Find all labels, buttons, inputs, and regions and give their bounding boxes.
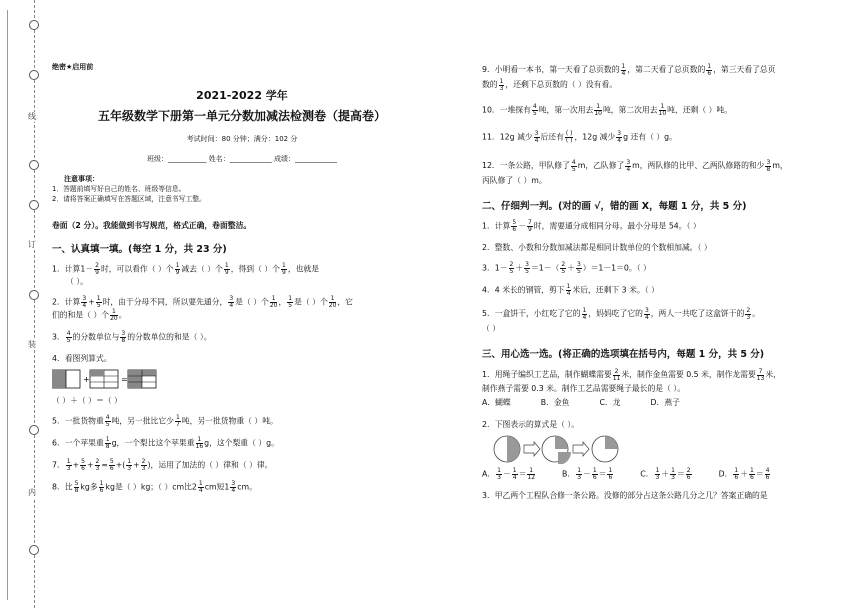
binding-dashed-line (34, 0, 35, 608)
question-4: 4．看图列算式。 + = （ ）＋（ ）＝（ ） (52, 353, 432, 406)
notice-item: 2．请将答案正确填写在答题区域，注意书写工整。 (52, 195, 206, 203)
question-6: 6．一个苹果重 $\frac{1}{8}$ g，一个梨比这个苹果重 $\frac{1}{16}$ g，这个梨重（ ）g。 (52, 436, 279, 450)
judge-1: 1．计算 $\frac{5}{6}$ － $\frac{7}{9}$ 时，需要通分成相同分母。最小分母是 54。（ ） (482, 219, 701, 233)
binding-hole (29, 425, 39, 435)
judge-3: 3．1－ $\frac{2}{5}$ ＋ $\frac{3}{5}$ ＝1－（ $\frac{2}{5}$ ＋ $\frac{3}{5}$ ）＝1－1＝0。（ ） (482, 261, 651, 275)
binding-label: 线 (28, 112, 36, 121)
judge-4: 4．4 米长的钢管，剪下 $\frac{1}{4}$ 米后，还剩下 3 米。（ ） (482, 283, 659, 297)
binding-margin (0, 0, 44, 608)
svg-text:=: = (121, 375, 128, 384)
exam-title: 五年级数学下册第一单元分数加减法检测卷（提高卷） (97, 109, 386, 123)
exam-info: 考试时间：80 分钟；满分：102 分 (186, 135, 298, 143)
svg-text:+: + (83, 375, 90, 384)
judge-5: 5．一盒饼干，小红吃了它的 $\frac{1}{4}$ ，妈妈吃了它的 $\frac{3}{4}$ ，两人一共吃了这盒饼干的 $\frac{2}{3}$ 。 （ ） (482, 306, 760, 333)
binding-hole (29, 20, 39, 30)
binding-rail (7, 10, 8, 600)
option-a[interactable]: A．蝴蝶 (482, 398, 511, 407)
binding-hole (29, 545, 39, 555)
option-d[interactable]: D．燕子 (650, 398, 680, 407)
question-5: 5．一批货物重 $\frac{4}{5}$ 吨，另一批比它少 $\frac{1}{7}$ 吨，另一批货物重（ ）吨。 (52, 414, 278, 428)
notice-item: 1．答题前填写好自己的姓名、班级等信息。 (52, 185, 186, 193)
binding-label: 装 (28, 340, 36, 349)
binding-hole (29, 200, 39, 210)
question-10: 10．一堆探有 $\frac{4}{5}$ 吨，第一次用去 $\frac{1}{10}$ 吨，第二次用去 $\frac{1}{10}$ 吨，还剩（ ）吨。 (482, 103, 733, 117)
binding-hole (29, 70, 39, 80)
question-8: 8．比 $\frac{5}{8}$ kg多 $\frac{1}{6}$ kg是（ ）kg；（ ）cm比2 $\frac{1}{4}$ cm短1 $\frac{3}{4}$ cm。 (52, 480, 257, 494)
choice-1-options (482, 396, 842, 410)
binding-label: 内 (28, 488, 36, 497)
right-column (482, 62, 842, 510)
binding-hole (29, 290, 39, 300)
section-heading: 三、用心选一选。(将正确的选项填在括号内，每题 1 分，共 5 分) (482, 349, 765, 360)
binding-hole (29, 160, 39, 170)
student-fields[interactable]: 班级：___________ 姓名：____________ 成绩：____________ (147, 155, 337, 163)
choice-2: 2．下图表示的算式是（ ）。 (482, 420, 580, 429)
left-column (52, 62, 432, 503)
choice-1: 1．用绳子编织工艺品，制作蝴蝶需要 $\frac{2}{11}$ 米，制作金鱼需要 0.5 米，制作龙需要 $\frac{7}{13}$ 米， 制作燕子需要 0.3 米。制作工艺品需要绳子最长的是（ ）。 A．蝴蝶 B．金鱼 C．龙 D．燕子 (482, 368, 842, 410)
question-12: 12．一条公路，甲队修了 $\frac{4}{5}$ m，乙队修了 $\frac{3}{4}$ m，两队修的比甲、乙两队修路的和少 $\frac{3}{8}$ m， 丙队修了（ ）m。 (482, 158, 788, 185)
pie-diagram (492, 434, 842, 464)
secret-label: 绝密★启用前 (52, 63, 94, 71)
binding-label: 订 (28, 240, 36, 249)
option-a[interactable]: A． $\frac{1}{3}$ － $\frac{1}{4}$ ＝ $\frac{1}{12}$ (482, 467, 536, 481)
choice-2-options (482, 468, 842, 481)
notice-heading: 注意事项： (64, 175, 99, 183)
pie-sequence (492, 434, 642, 464)
option-c[interactable]: C． $\frac{1}{3}$ ＋ $\frac{1}{3}$ ＝ $\frac{2}{6}$ (640, 467, 691, 481)
question-11: 11．12g 减少 $\frac{3}{4}$ 后还有 $\frac{( )}{( )}$ ，12g 减少 $\frac{3}{4}$ g 还有（ ）g。 (482, 130, 677, 144)
question-9: 9．小明看一本书，第一天看了总页数的 $\frac{1}{4}$ ，第二天看了总页数的 $\frac{1}{6}$ ，第三天看了总页 数的 $\frac{1}{3}$ ，还剩下总页数的（ ）没有看。 (482, 62, 776, 92)
school-year: 2021-2022 学年 (196, 89, 288, 102)
question-1: 1．计算1－ $\frac{2}{9}$ 时，可以看作（ ）个 $\frac{1}{9}$ 减去（ ）个 $\frac{1}{9}$ ，得到（ ）个 $\frac{1}{9}$ ，也就是 （ ）。 (52, 262, 319, 286)
section-heading: 一、认真填一填。(每空 1 分，共 23 分) (52, 244, 227, 255)
section-heading: 二、仔细判一判。(对的画 √，错的画 X，每题 1 分，共 5 分) (482, 201, 747, 212)
option-c[interactable]: C．龙 (599, 398, 621, 407)
neatness-note: 卷面（2 分）。我能做到书写规范，格式正确，卷面整洁。 (52, 221, 252, 230)
choice-3: 3．甲乙两个工程队合修一条公路。没修的部分占这条公路几分之几？答案正确的是 (482, 491, 768, 500)
question-2: 2．计算 $\frac{3}{4}$ + $\frac{1}{5}$ 时，由于分母不同，所以要先通分， $\frac{3}{4}$ 是（ ）个 $\frac{1}{20}$ ， $\frac{1}{5}$ 是（ ）个 $\frac{1}{20}$ ，它 们的和是（ ）个 $\frac{1}{20}$ 。 (52, 295, 353, 322)
option-d[interactable]: D． $\frac{1}{6}$ ＋ $\frac{1}{6}$ ＝ $\frac{4}{6}$ (718, 467, 770, 481)
judge-2: 2．整数、小数和分数加减法都是相同计数单位的个数相加减。（ ） (482, 243, 712, 252)
option-b[interactable]: B．金鱼 (540, 398, 570, 407)
fraction-bars-diagram (52, 368, 162, 392)
option-b[interactable]: B． $\frac{1}{3}$ － $\frac{1}{6}$ ＝ $\frac{1}{6}$ (562, 467, 613, 481)
question-7: 7． $\frac{1}{3}$ + $\frac{5}{6}$ + $\frac{2}{3}$ = $\frac{5}{6}$ +( $\frac{1}{3}$ + $\frac{2}{3}$ )，运用了加法的（ ）律和（ ）律。 (52, 458, 273, 472)
question-3: 3． $\frac{4}{5}$ 的分数单位与 $\frac{3}{8}$ 的分数单位的和是（ ）。 (52, 330, 212, 344)
